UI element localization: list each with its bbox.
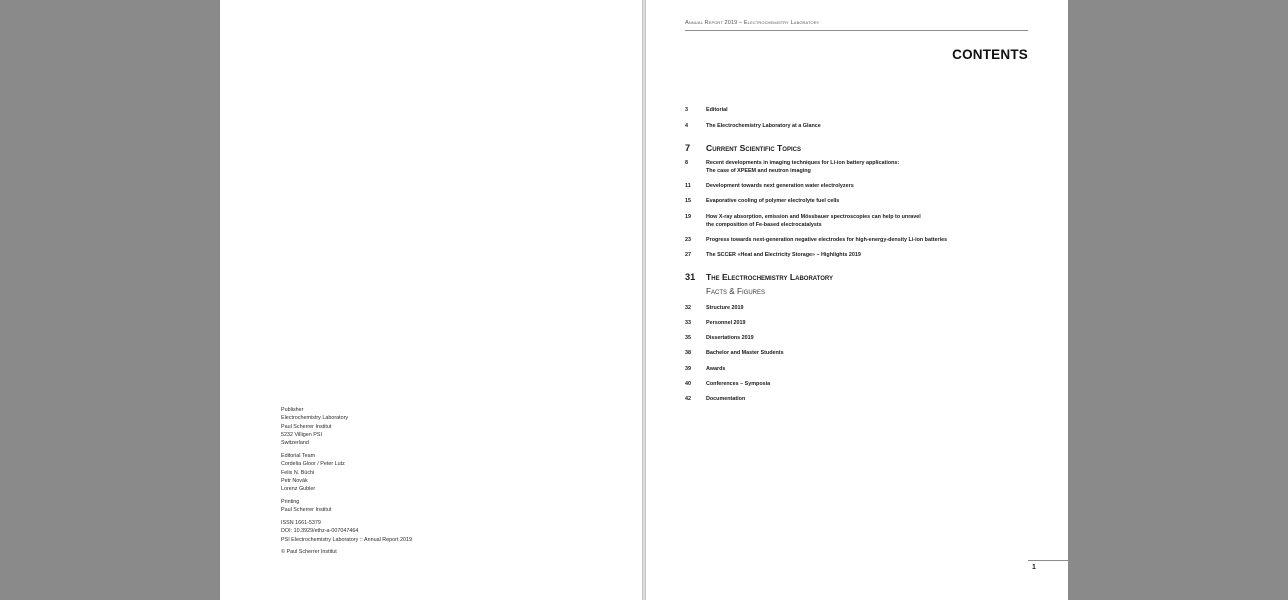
toc-page-number: 11 — [685, 183, 691, 189]
imprint-copyright-block — [281, 548, 412, 556]
imprint-heading: Publisher — [281, 407, 304, 413]
imprint-line: Cordelia Gloor / Peter Lutz — [281, 461, 345, 468]
toc-section-subtitle: Facts & Figures — [706, 287, 766, 296]
toc-page-number: 4 — [685, 123, 688, 129]
imprint-line: Paul Scherrer Institut — [281, 423, 332, 430]
toc-section-title: The Electrochemistry Laboratory — [706, 272, 834, 282]
imprint-publisher — [281, 406, 412, 447]
toc-title: Documentation — [706, 396, 746, 402]
imprint-heading: Editorial Team — [281, 452, 316, 459]
toc-page-number: 31 — [685, 272, 696, 282]
toc-title: Conferences – Symposia — [706, 381, 771, 387]
toc-title: Structure 2019 — [706, 305, 744, 311]
toc-title: Personnel 2019 — [706, 320, 746, 326]
toc-page-number: 38 — [685, 350, 691, 356]
imprint-line: Paul Scherrer Institut — [281, 507, 332, 514]
toc-title: The Electrochemistry Laboratory at a Glance — [706, 123, 821, 129]
toc-page-number: 27 — [685, 252, 691, 258]
imprint-heading: Printing — [281, 498, 300, 505]
toc-page-number: 7 — [685, 143, 691, 153]
toc-title: How X-ray absorption, emission and Mössbauer spectroscopies can help to unravel the composition of Fe-based electrocatalysts — [706, 214, 921, 228]
imprint — [281, 406, 412, 561]
imprint-identifiers — [281, 519, 412, 544]
imprint-editorial-team — [281, 452, 412, 493]
imprint-line: Electrochemistry Laboratory — [281, 415, 349, 422]
toc-page-number: 8 — [685, 160, 688, 166]
toc-page-number: 32 — [685, 305, 691, 311]
toc-title: Evaporative cooling of polymer electrolyte fuel cells — [706, 198, 840, 204]
toc-title: The SCCER «Heat and Electricity Storage» – Highlights 2019 — [706, 252, 861, 258]
imprint-line: 5232 Villigen PSI — [281, 431, 322, 438]
footer-rule — [1028, 560, 1068, 561]
toc-title: Editorial — [706, 107, 728, 113]
toc-page-number: 35 — [685, 335, 691, 341]
toc-title: Dissertations 2019 — [706, 335, 754, 341]
imprint-line: Lorenz Gubler — [281, 486, 316, 493]
imprint-line: Petr Novák — [281, 477, 308, 484]
doi: DOI: 10.3929/ethz-a-007047464 — [281, 528, 359, 535]
toc-title: Progress towards next-generation negative electrodes for high-energy-density Li-ion batteries — [706, 237, 948, 243]
page-number: 1 — [1032, 564, 1036, 571]
toc-title: Awards — [706, 366, 726, 372]
issn: ISSN 1661-5379 — [281, 520, 321, 527]
toc-page-number: 42 — [685, 396, 691, 402]
right-page — [646, 0, 1068, 600]
imprint-printing — [281, 498, 412, 515]
toc-page-number: 15 — [685, 198, 691, 204]
imprint-line: Switzerland — [281, 440, 309, 447]
report-citation: PSI Electrochemistry Laboratory :: Annual Report 2019 — [281, 536, 412, 543]
copyright: © Paul Scherrer Institut — [281, 549, 337, 556]
toc-page-number: 33 — [685, 320, 691, 326]
toc-title: Bachelor and Master Students — [706, 350, 784, 356]
left-page — [220, 0, 642, 600]
toc-title: Recent developments in imaging techniques for Li-ion battery applications: The case of XPEEM and neutron imaging — [706, 160, 900, 174]
toc-page-number: 19 — [685, 214, 691, 220]
toc-title: Development towards next generation water electrolyzers — [706, 183, 854, 189]
contents-title: CONTENTS — [952, 47, 1028, 62]
toc-page-number: 39 — [685, 366, 691, 372]
imprint-line: Felix N. Büchi — [281, 469, 315, 476]
toc-page-number: 23 — [685, 237, 691, 243]
toc-page-number: 40 — [685, 381, 691, 387]
toc-page-number: 3 — [685, 107, 688, 113]
toc-section-title: Current Scientific Topics — [706, 143, 801, 153]
running-header: Annual Report 2019 – Electrochemistry Laboratory — [685, 20, 1028, 31]
